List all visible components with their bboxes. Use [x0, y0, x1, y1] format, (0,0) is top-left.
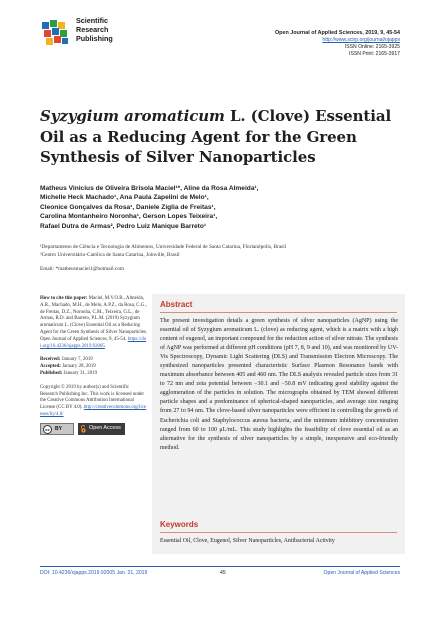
author-line: Carolina Montanheiro Noronha¹, Gerson Lopes Teixeira¹,	[40, 213, 218, 221]
citation-block	[40, 296, 148, 350]
author-line: Matheus Vinicius de Oliveira Brisola Maciel¹*, Aline da Rosa Almeida¹,	[40, 185, 259, 192]
keywords-text: Essential Oil, Clove, Eugenol, Silver Nanoparticles, Antibacterial Activity	[160, 538, 335, 544]
citation-doi-link[interactable]: https://doi.org/10.4236/ojapps.2019.92005	[40, 336, 147, 349]
affiliations	[40, 244, 400, 259]
page-header	[0, 0, 440, 64]
creative-commons-icon: cc	[43, 425, 52, 434]
published-date: January 31, 2019	[63, 370, 98, 376]
abstract-heading: Abstract	[160, 300, 193, 309]
author-line: Michelle Heck Machado¹, Ana Paula Zapelini de Melo¹,	[40, 194, 209, 202]
footer-doi[interactable]: DOI: 10.4236/ojapps.2019.92005 Jan. 31, 2019	[40, 570, 148, 576]
accepted-label: Accepted:	[40, 364, 61, 370]
abstract-text: The present investigation details a green synthesis of silver nanoparticles (AgNP) using the essential oil of Syzygium aromaticum L. (clove) as reducing agent, which is a matrix with a high content of eugenol, an important compound for the reduction action of silver nitrate. The synthesis of AgNP was performed at different pH conditions (pH 7, 8, 9 and 10), and was monitored by UV-Vis Spectroscopy, Dynamic Light Scattering (DLS) and Transmission Electron Microscopy. The synthesized nanoparticles presented characteristic Surface Plasmon Resonance bands with maximum absorbance between 405 and 460 nm. The DLS analysis revealed particle sizes from 31 to 72 nm and zeta potential between −30.1 and −50.8 mV indicating good stability against the agglomeration of the particles in solution. The micrographs obtained by TEM showed different particle shapes and a predominance of spherical-shaped nanoparticles, and average size ranging from 27 to 94 nm. The clove-based silver nanoparticles were efficient in controlling the growth of Escherichia coli and Staphylococcus aureus bacteria, and the minimum inhibitory concentration ranged from 60 to 100 μL/mL. This study highlights the feasibility of clove essential oil as an alternative for the synthesis of silver nanoparticles by a simple, inexpensive and eco-friendly method.	[160, 318, 398, 451]
keywords-divider	[160, 532, 397, 533]
publisher-line-2: Research	[76, 24, 109, 34]
author-line: Cleonice Gonçalves da Rosa¹, Daniele Zíglia de Freitas¹,	[40, 203, 216, 211]
scirp-logo-icon	[40, 18, 72, 50]
footer-journal-name: Open Journal of Applied Sciences	[323, 570, 400, 576]
article-sidebar	[40, 296, 148, 435]
journal-citation-line: Open Journal of Applied Sciences, 2019, 9, 45-54	[274, 30, 400, 36]
issn-print: ISSN Print: 2165-3917	[349, 51, 400, 57]
cc-by-badge[interactable]	[40, 423, 74, 435]
publisher-line-1: Scientific	[76, 16, 108, 25]
accepted-date: January 28, 2019	[62, 364, 96, 370]
journal-url-link[interactable]: http://www.scirp.org/journal/ojapps	[322, 37, 400, 43]
publisher-name	[76, 17, 113, 43]
author-list	[40, 184, 400, 231]
citation-label: How to cite this paper:	[40, 296, 88, 301]
open-lock-icon	[80, 425, 87, 433]
author-line: Rafael Dutra de Armas², Pedro Luiz Manique Barreto¹	[40, 222, 207, 230]
corresponding-email[interactable]: Email: *matheusmaciel1@hotmail.com	[40, 266, 125, 272]
dates-block	[40, 357, 148, 377]
abstract-divider	[160, 312, 397, 313]
open-access-badge[interactable]	[78, 423, 125, 435]
affiliation-2: ²Centro Universitário-Católica de Santa Catarina, Joinville, Brasil	[40, 251, 180, 258]
issn-online: ISSN Online: 2165-3925	[344, 44, 400, 50]
abstract-panel	[152, 294, 405, 518]
open-access-label: Open Access	[89, 425, 121, 432]
title-rest: L. (Clove) Essential Oil as a Reducing Agent for the Green Synthesis of Silver Nanoparticles	[40, 107, 392, 166]
citation-text: Maciel, M.V.O.B., Almeida, A.R., Machado, M.H., de Melo, A.P.Z., da Rosa, C.G., de Freitas, D.Z., Noronha, C.M., Teixeira, G.L., de Armas, R.D. and Barreto, P.L.M. (2019) Syzygium aromaticum L. (Clove) Essential Oil as a Reducing Agent for the Green Synthesis of Silver Nanoparticles. Open Journal of Applied Sciences, 9, 45-54.	[40, 296, 148, 342]
journal-info	[275, 30, 400, 58]
copyright-block	[40, 385, 148, 419]
page-footer	[40, 566, 400, 578]
publisher-logo[interactable]	[40, 14, 140, 54]
cc-by-label: BY	[55, 426, 62, 433]
keywords-panel	[152, 514, 405, 554]
footer-divider	[40, 566, 400, 567]
published-label: Published:	[40, 370, 63, 376]
keywords-heading: Keywords	[160, 520, 199, 529]
publisher-line-3: Publishing	[76, 33, 113, 43]
license-badges	[40, 423, 148, 435]
license-link[interactable]: http://creativecommons.org/licenses/by/4.0/	[40, 405, 147, 417]
copyright-text: Copyright © 2019 by author(s) and Scientific Research Publishing Inc. This work is licensed under the Creative Commons Attribution International License (CC BY 4.0).	[40, 384, 144, 411]
title-species-name: Syzygium aromaticum	[40, 107, 225, 125]
page-number: 45	[220, 570, 226, 576]
article-title	[40, 106, 400, 168]
affiliation-1: ¹Departamento de Ciência e Tecnologia de Alimentos, Universidade Federal de Santa Catarina, Florianópolis, Brasil	[40, 244, 287, 250]
received-label: Received:	[40, 357, 61, 363]
received-date: January 7, 2019	[61, 357, 93, 363]
